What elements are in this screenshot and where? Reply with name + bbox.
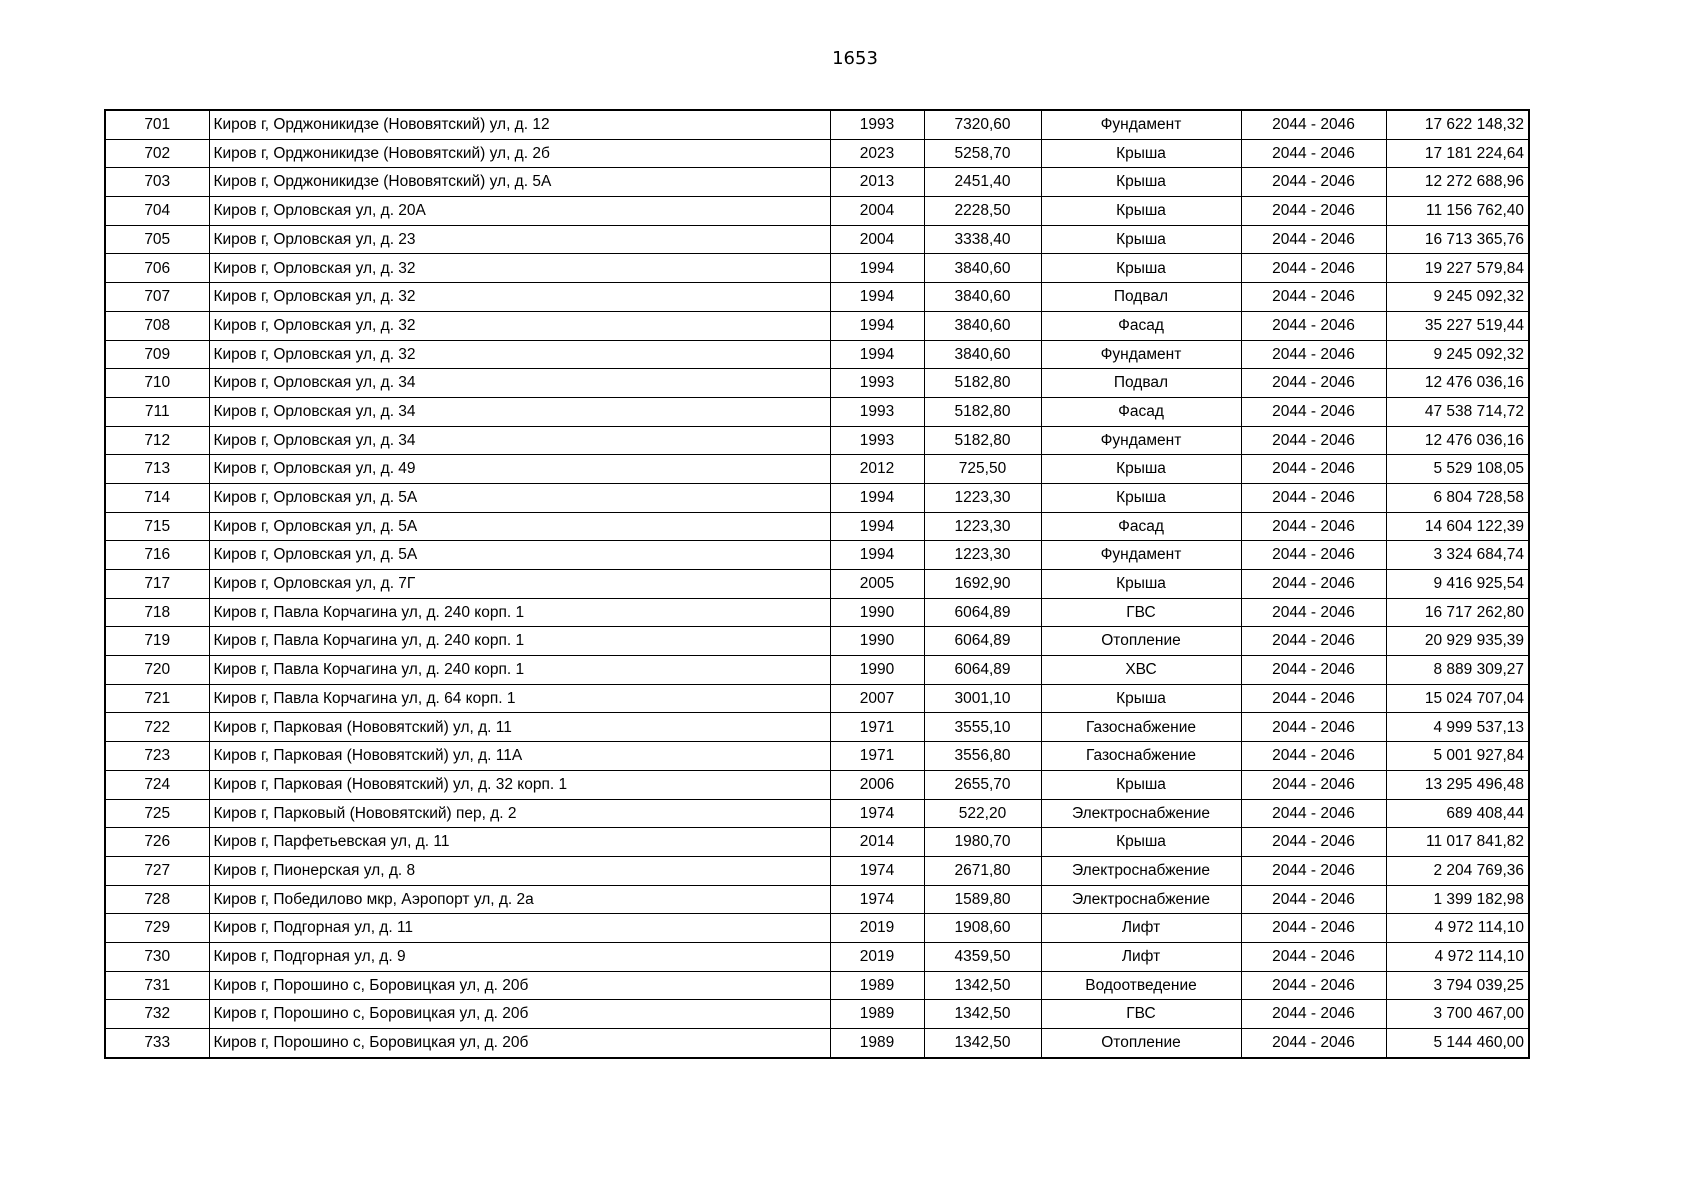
cost-cell: 2 204 769,36 xyxy=(1386,856,1529,885)
period-cell: 2044 - 2046 xyxy=(1241,770,1386,799)
work-type-cell: Фундамент xyxy=(1041,541,1241,570)
address-cell: Киров г, Парковая (Нововятский) ул, д. 11А xyxy=(209,742,830,771)
area-cell: 3338,40 xyxy=(924,225,1041,254)
table-row xyxy=(105,397,1529,426)
address-cell: Киров г, Павла Корчагина ул, д. 64 корп. 1 xyxy=(209,684,830,713)
cost-cell: 5 001 927,84 xyxy=(1386,742,1529,771)
year-cell: 1990 xyxy=(830,627,924,656)
year-cell: 1994 xyxy=(830,483,924,512)
period-cell: 2044 - 2046 xyxy=(1241,311,1386,340)
address-cell: Киров г, Порошино с, Боровицкая ул, д. 20б xyxy=(209,1000,830,1029)
cost-cell: 15 024 707,04 xyxy=(1386,684,1529,713)
table-row xyxy=(105,197,1529,226)
row-number-cell: 702 xyxy=(105,139,209,168)
work-type-cell: Подвал xyxy=(1041,283,1241,312)
year-cell: 1990 xyxy=(830,656,924,685)
work-type-cell: Крыша xyxy=(1041,254,1241,283)
cost-cell: 35 227 519,44 xyxy=(1386,311,1529,340)
row-number-cell: 726 xyxy=(105,828,209,857)
area-cell: 6064,89 xyxy=(924,627,1041,656)
work-type-cell: Отопление xyxy=(1041,627,1241,656)
cost-cell: 4 972 114,10 xyxy=(1386,942,1529,971)
row-number-cell: 701 xyxy=(105,110,209,139)
area-cell: 1223,30 xyxy=(924,512,1041,541)
period-cell: 2044 - 2046 xyxy=(1241,914,1386,943)
work-type-cell: ГВС xyxy=(1041,1000,1241,1029)
cost-cell: 3 794 039,25 xyxy=(1386,971,1529,1000)
area-cell: 3840,60 xyxy=(924,254,1041,283)
row-number-cell: 714 xyxy=(105,483,209,512)
area-cell: 2451,40 xyxy=(924,168,1041,197)
table-row xyxy=(105,541,1529,570)
year-cell: 1974 xyxy=(830,856,924,885)
table-row xyxy=(105,283,1529,312)
row-number-cell: 716 xyxy=(105,541,209,570)
row-number-cell: 710 xyxy=(105,369,209,398)
year-cell: 2013 xyxy=(830,168,924,197)
area-cell: 1908,60 xyxy=(924,914,1041,943)
area-cell: 1342,50 xyxy=(924,1000,1041,1029)
cost-cell: 16 713 365,76 xyxy=(1386,225,1529,254)
table-row xyxy=(105,656,1529,685)
row-number-cell: 732 xyxy=(105,1000,209,1029)
work-type-cell: Крыша xyxy=(1041,770,1241,799)
cost-cell: 12 476 036,16 xyxy=(1386,369,1529,398)
row-number-cell: 730 xyxy=(105,942,209,971)
address-cell: Киров г, Парковая (Нововятский) ул, д. 11 xyxy=(209,713,830,742)
address-cell: Киров г, Орловская ул, д. 32 xyxy=(209,283,830,312)
year-cell: 2004 xyxy=(830,197,924,226)
address-cell: Киров г, Порошино с, Боровицкая ул, д. 20б xyxy=(209,971,830,1000)
row-number-cell: 733 xyxy=(105,1029,209,1058)
address-cell: Киров г, Орловская ул, д. 5А xyxy=(209,512,830,541)
table-row xyxy=(105,598,1529,627)
address-cell: Киров г, Павла Корчагина ул, д. 240 корп. 1 xyxy=(209,656,830,685)
cost-cell: 9 245 092,32 xyxy=(1386,340,1529,369)
area-cell: 3840,60 xyxy=(924,283,1041,312)
address-cell: Киров г, Орловская ул, д. 32 xyxy=(209,340,830,369)
table-row xyxy=(105,942,1529,971)
year-cell: 2023 xyxy=(830,139,924,168)
cost-cell: 5 144 460,00 xyxy=(1386,1029,1529,1058)
work-type-cell: Подвал xyxy=(1041,369,1241,398)
table-row xyxy=(105,1029,1529,1058)
period-cell: 2044 - 2046 xyxy=(1241,971,1386,1000)
period-cell: 2044 - 2046 xyxy=(1241,512,1386,541)
row-number-cell: 703 xyxy=(105,168,209,197)
period-cell: 2044 - 2046 xyxy=(1241,283,1386,312)
table-row xyxy=(105,684,1529,713)
area-cell: 2671,80 xyxy=(924,856,1041,885)
year-cell: 1993 xyxy=(830,426,924,455)
address-cell: Киров г, Орловская ул, д. 34 xyxy=(209,426,830,455)
cost-cell: 13 295 496,48 xyxy=(1386,770,1529,799)
year-cell: 1990 xyxy=(830,598,924,627)
table-row xyxy=(105,311,1529,340)
year-cell: 1974 xyxy=(830,885,924,914)
table-row xyxy=(105,225,1529,254)
row-number-cell: 705 xyxy=(105,225,209,254)
area-cell: 725,50 xyxy=(924,455,1041,484)
row-number-cell: 708 xyxy=(105,311,209,340)
area-cell: 1342,50 xyxy=(924,971,1041,1000)
address-cell: Киров г, Павла Корчагина ул, д. 240 корп. 1 xyxy=(209,627,830,656)
period-cell: 2044 - 2046 xyxy=(1241,570,1386,599)
row-number-cell: 729 xyxy=(105,914,209,943)
table-row xyxy=(105,856,1529,885)
work-type-cell: Крыша xyxy=(1041,168,1241,197)
cost-cell: 689 408,44 xyxy=(1386,799,1529,828)
work-type-cell: Газоснабжение xyxy=(1041,742,1241,771)
cost-cell: 17 622 148,32 xyxy=(1386,110,1529,139)
cost-cell: 20 929 935,39 xyxy=(1386,627,1529,656)
table-row xyxy=(105,110,1529,139)
cost-cell: 11 156 762,40 xyxy=(1386,197,1529,226)
cost-cell: 16 717 262,80 xyxy=(1386,598,1529,627)
period-cell: 2044 - 2046 xyxy=(1241,828,1386,857)
area-cell: 1342,50 xyxy=(924,1029,1041,1058)
address-cell: Киров г, Парковый (Нововятский) пер, д. 2 xyxy=(209,799,830,828)
period-cell: 2044 - 2046 xyxy=(1241,942,1386,971)
area-cell: 5258,70 xyxy=(924,139,1041,168)
table-row xyxy=(105,426,1529,455)
work-type-cell: Фасад xyxy=(1041,512,1241,541)
work-type-cell: Газоснабжение xyxy=(1041,713,1241,742)
year-cell: 1993 xyxy=(830,369,924,398)
work-type-cell: Фундамент xyxy=(1041,340,1241,369)
table-row xyxy=(105,483,1529,512)
row-number-cell: 727 xyxy=(105,856,209,885)
work-type-cell: Водоотведение xyxy=(1041,971,1241,1000)
cost-cell: 9 416 925,54 xyxy=(1386,570,1529,599)
area-cell: 1223,30 xyxy=(924,483,1041,512)
row-number-cell: 720 xyxy=(105,656,209,685)
table-row xyxy=(105,770,1529,799)
year-cell: 1989 xyxy=(830,1029,924,1058)
work-type-cell: Фасад xyxy=(1041,397,1241,426)
period-cell: 2044 - 2046 xyxy=(1241,541,1386,570)
period-cell: 2044 - 2046 xyxy=(1241,598,1386,627)
work-type-cell: Крыша xyxy=(1041,570,1241,599)
cost-cell: 3 700 467,00 xyxy=(1386,1000,1529,1029)
cost-cell: 4 999 537,13 xyxy=(1386,713,1529,742)
area-cell: 3840,60 xyxy=(924,311,1041,340)
area-cell: 5182,80 xyxy=(924,426,1041,455)
row-number-cell: 719 xyxy=(105,627,209,656)
area-cell: 3555,10 xyxy=(924,713,1041,742)
work-type-cell: Крыша xyxy=(1041,225,1241,254)
period-cell: 2044 - 2046 xyxy=(1241,397,1386,426)
row-number-cell: 706 xyxy=(105,254,209,283)
area-cell: 2655,70 xyxy=(924,770,1041,799)
work-type-cell: Лифт xyxy=(1041,914,1241,943)
work-type-cell: Крыша xyxy=(1041,455,1241,484)
year-cell: 2006 xyxy=(830,770,924,799)
period-cell: 2044 - 2046 xyxy=(1241,168,1386,197)
row-number-cell: 704 xyxy=(105,197,209,226)
cost-cell: 14 604 122,39 xyxy=(1386,512,1529,541)
period-cell: 2044 - 2046 xyxy=(1241,254,1386,283)
period-cell: 2044 - 2046 xyxy=(1241,340,1386,369)
address-cell: Киров г, Порошино с, Боровицкая ул, д. 20б xyxy=(209,1029,830,1058)
period-cell: 2044 - 2046 xyxy=(1241,713,1386,742)
address-cell: Киров г, Орловская ул, д. 32 xyxy=(209,254,830,283)
area-cell: 1692,90 xyxy=(924,570,1041,599)
work-type-cell: Электроснабжение xyxy=(1041,856,1241,885)
address-cell: Киров г, Парфетьевская ул, д. 11 xyxy=(209,828,830,857)
address-cell: Киров г, Орловская ул, д. 5А xyxy=(209,483,830,512)
table-row xyxy=(105,139,1529,168)
year-cell: 1994 xyxy=(830,340,924,369)
address-cell: Киров г, Орловская ул, д. 34 xyxy=(209,369,830,398)
row-number-cell: 731 xyxy=(105,971,209,1000)
table-row xyxy=(105,799,1529,828)
period-cell: 2044 - 2046 xyxy=(1241,369,1386,398)
area-cell: 3840,60 xyxy=(924,340,1041,369)
year-cell: 2019 xyxy=(830,942,924,971)
row-number-cell: 712 xyxy=(105,426,209,455)
cost-cell: 1 399 182,98 xyxy=(1386,885,1529,914)
period-cell: 2044 - 2046 xyxy=(1241,742,1386,771)
cost-cell: 12 272 688,96 xyxy=(1386,168,1529,197)
cost-cell: 4 972 114,10 xyxy=(1386,914,1529,943)
row-number-cell: 709 xyxy=(105,340,209,369)
table-row xyxy=(105,713,1529,742)
repair-schedule-table xyxy=(104,109,1530,1059)
row-number-cell: 717 xyxy=(105,570,209,599)
work-type-cell: Отопление xyxy=(1041,1029,1241,1058)
table-row xyxy=(105,254,1529,283)
table-row xyxy=(105,828,1529,857)
table-row xyxy=(105,627,1529,656)
work-type-cell: Крыша xyxy=(1041,828,1241,857)
address-cell: Киров г, Парковая (Нововятский) ул, д. 32 корп. 1 xyxy=(209,770,830,799)
row-number-cell: 724 xyxy=(105,770,209,799)
cost-cell: 47 538 714,72 xyxy=(1386,397,1529,426)
year-cell: 2007 xyxy=(830,684,924,713)
year-cell: 1971 xyxy=(830,713,924,742)
work-type-cell: Фундамент xyxy=(1041,110,1241,139)
table-row xyxy=(105,914,1529,943)
address-cell: Киров г, Орловская ул, д. 5А xyxy=(209,541,830,570)
area-cell: 6064,89 xyxy=(924,598,1041,627)
work-type-cell: Фундамент xyxy=(1041,426,1241,455)
year-cell: 1993 xyxy=(830,110,924,139)
work-type-cell: Крыша xyxy=(1041,197,1241,226)
year-cell: 2019 xyxy=(830,914,924,943)
period-cell: 2044 - 2046 xyxy=(1241,455,1386,484)
period-cell: 2044 - 2046 xyxy=(1241,225,1386,254)
table-row xyxy=(105,512,1529,541)
area-cell: 3556,80 xyxy=(924,742,1041,771)
address-cell: Киров г, Орловская ул, д. 20А xyxy=(209,197,830,226)
area-cell: 522,20 xyxy=(924,799,1041,828)
year-cell: 1994 xyxy=(830,541,924,570)
address-cell: Киров г, Орджоникидзе (Нововятский) ул, д. 2б xyxy=(209,139,830,168)
table-row xyxy=(105,570,1529,599)
period-cell: 2044 - 2046 xyxy=(1241,656,1386,685)
table-row xyxy=(105,1000,1529,1029)
period-cell: 2044 - 2046 xyxy=(1241,426,1386,455)
period-cell: 2044 - 2046 xyxy=(1241,110,1386,139)
area-cell: 3001,10 xyxy=(924,684,1041,713)
period-cell: 2044 - 2046 xyxy=(1241,139,1386,168)
cost-cell: 11 017 841,82 xyxy=(1386,828,1529,857)
cost-cell: 9 245 092,32 xyxy=(1386,283,1529,312)
address-cell: Киров г, Подгорная ул, д. 11 xyxy=(209,914,830,943)
year-cell: 2004 xyxy=(830,225,924,254)
cost-cell: 8 889 309,27 xyxy=(1386,656,1529,685)
table-row xyxy=(105,885,1529,914)
work-type-cell: Крыша xyxy=(1041,483,1241,512)
year-cell: 2012 xyxy=(830,455,924,484)
year-cell: 1994 xyxy=(830,283,924,312)
area-cell: 1980,70 xyxy=(924,828,1041,857)
row-number-cell: 721 xyxy=(105,684,209,713)
period-cell: 2044 - 2046 xyxy=(1241,1000,1386,1029)
row-number-cell: 707 xyxy=(105,283,209,312)
work-type-cell: Электроснабжение xyxy=(1041,799,1241,828)
address-cell: Киров г, Павла Корчагина ул, д. 240 корп. 1 xyxy=(209,598,830,627)
period-cell: 2044 - 2046 xyxy=(1241,684,1386,713)
year-cell: 1994 xyxy=(830,254,924,283)
work-type-cell: Фасад xyxy=(1041,311,1241,340)
table-row xyxy=(105,455,1529,484)
cost-cell: 5 529 108,05 xyxy=(1386,455,1529,484)
period-cell: 2044 - 2046 xyxy=(1241,856,1386,885)
work-type-cell: Крыша xyxy=(1041,684,1241,713)
period-cell: 2044 - 2046 xyxy=(1241,627,1386,656)
area-cell: 5182,80 xyxy=(924,369,1041,398)
address-cell: Киров г, Орджоникидзе (Нововятский) ул, д. 12 xyxy=(209,110,830,139)
address-cell: Киров г, Победилово мкр, Аэропорт ул, д. 2а xyxy=(209,885,830,914)
year-cell: 1994 xyxy=(830,311,924,340)
area-cell: 6064,89 xyxy=(924,656,1041,685)
cost-cell: 19 227 579,84 xyxy=(1386,254,1529,283)
row-number-cell: 723 xyxy=(105,742,209,771)
page-number: 1653 xyxy=(832,48,878,69)
table-row xyxy=(105,971,1529,1000)
work-type-cell: ГВС xyxy=(1041,598,1241,627)
period-cell: 2044 - 2046 xyxy=(1241,1029,1386,1058)
cost-cell: 17 181 224,64 xyxy=(1386,139,1529,168)
table-body xyxy=(105,110,1529,1058)
row-number-cell: 711 xyxy=(105,397,209,426)
row-number-cell: 718 xyxy=(105,598,209,627)
address-cell: Киров г, Орловская ул, д. 7Г xyxy=(209,570,830,599)
period-cell: 2044 - 2046 xyxy=(1241,885,1386,914)
work-type-cell: Крыша xyxy=(1041,139,1241,168)
address-cell: Киров г, Орловская ул, д. 34 xyxy=(209,397,830,426)
year-cell: 1993 xyxy=(830,397,924,426)
table-row xyxy=(105,742,1529,771)
year-cell: 1989 xyxy=(830,1000,924,1029)
work-type-cell: ХВС xyxy=(1041,656,1241,685)
table-row xyxy=(105,340,1529,369)
address-cell: Киров г, Орловская ул, д. 32 xyxy=(209,311,830,340)
year-cell: 1974 xyxy=(830,799,924,828)
address-cell: Киров г, Орловская ул, д. 23 xyxy=(209,225,830,254)
cost-cell: 12 476 036,16 xyxy=(1386,426,1529,455)
table-row xyxy=(105,168,1529,197)
row-number-cell: 713 xyxy=(105,455,209,484)
period-cell: 2044 - 2046 xyxy=(1241,799,1386,828)
cost-cell: 3 324 684,74 xyxy=(1386,541,1529,570)
period-cell: 2044 - 2046 xyxy=(1241,197,1386,226)
area-cell: 7320,60 xyxy=(924,110,1041,139)
year-cell: 1994 xyxy=(830,512,924,541)
area-cell: 5182,80 xyxy=(924,397,1041,426)
address-cell: Киров г, Орджоникидзе (Нововятский) ул, д. 5А xyxy=(209,168,830,197)
address-cell: Киров г, Орловская ул, д. 49 xyxy=(209,455,830,484)
area-cell: 2228,50 xyxy=(924,197,1041,226)
period-cell: 2044 - 2046 xyxy=(1241,483,1386,512)
area-cell: 4359,50 xyxy=(924,942,1041,971)
address-cell: Киров г, Подгорная ул, д. 9 xyxy=(209,942,830,971)
work-type-cell: Лифт xyxy=(1041,942,1241,971)
year-cell: 1989 xyxy=(830,971,924,1000)
address-cell: Киров г, Пионерская ул, д. 8 xyxy=(209,856,830,885)
cost-cell: 6 804 728,58 xyxy=(1386,483,1529,512)
row-number-cell: 725 xyxy=(105,799,209,828)
table-row xyxy=(105,369,1529,398)
row-number-cell: 715 xyxy=(105,512,209,541)
row-number-cell: 728 xyxy=(105,885,209,914)
area-cell: 1589,80 xyxy=(924,885,1041,914)
year-cell: 2005 xyxy=(830,570,924,599)
year-cell: 2014 xyxy=(830,828,924,857)
area-cell: 1223,30 xyxy=(924,541,1041,570)
work-type-cell: Электроснабжение xyxy=(1041,885,1241,914)
row-number-cell: 722 xyxy=(105,713,209,742)
year-cell: 1971 xyxy=(830,742,924,771)
